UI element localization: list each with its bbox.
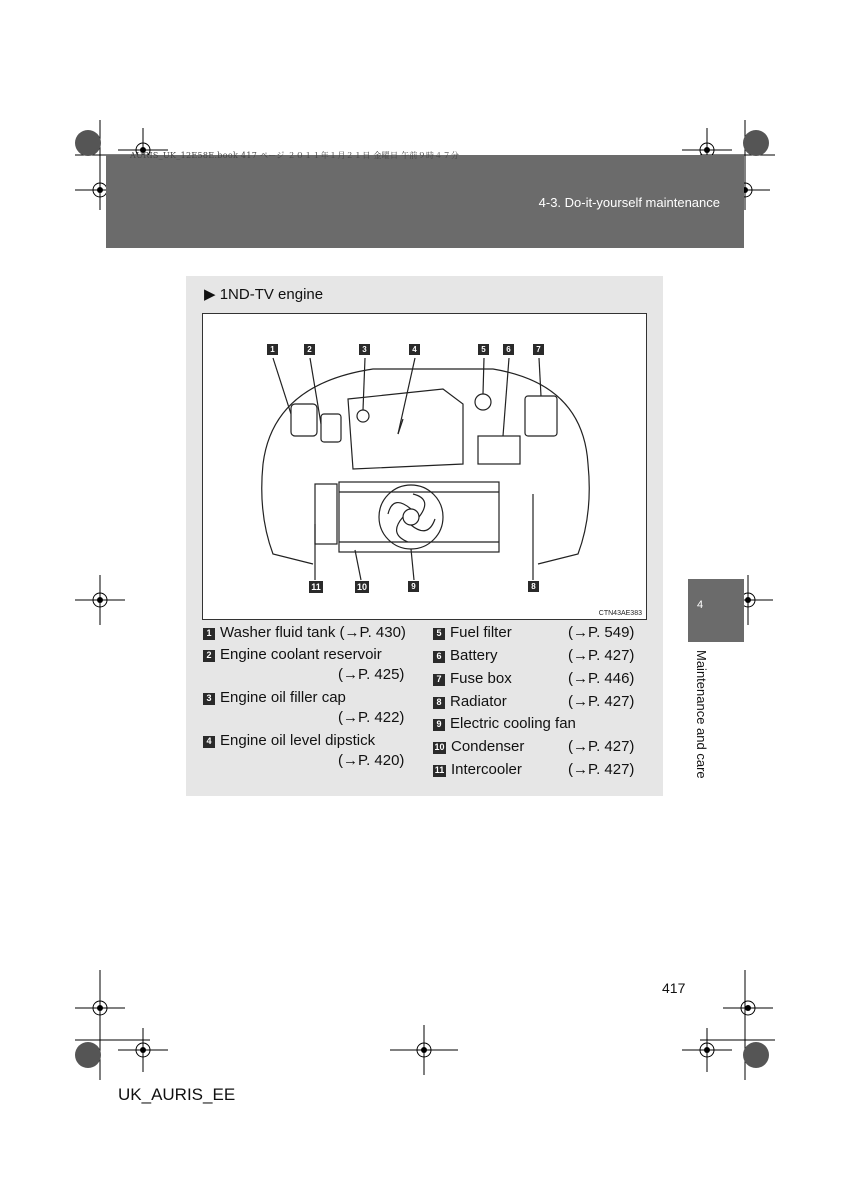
print-info: AURIS_UK_12E58E.book 417 ページ ２０１１年１月２１日 金曜日 午前９時４７分 — [130, 151, 460, 160]
document-code: UK_AURIS_EE — [118, 1085, 236, 1104]
callout-6: 6 — [503, 344, 514, 355]
legend-item-9: 9 Electric cooling fan — [433, 715, 576, 732]
legend-ref-8: (→P. 427) — [568, 693, 635, 710]
callout-5: 5 — [478, 344, 489, 355]
chapter-label: Maintenance and care — [694, 650, 709, 779]
legend-ref-5: (→P. 549) — [568, 624, 635, 641]
engine-illustration — [203, 314, 646, 619]
chapter-title: 4-3. Do-it-yourself maintenance — [538, 195, 720, 210]
chapter-number: 4 — [696, 599, 704, 611]
callout-4: 4 — [409, 344, 420, 355]
legend-ref-4: (→P. 420) — [338, 752, 405, 769]
callout-3: 3 — [359, 344, 370, 355]
legend-item-5: 5 Fuel filter — [433, 624, 512, 641]
legend-item-6: 6 Battery — [433, 647, 498, 664]
engine-diagram — [202, 313, 647, 620]
legend-ref-10: (→P. 427) — [568, 738, 635, 755]
legend-item-2: 2 Engine coolant reservoir — [203, 646, 382, 663]
callout-7: 7 — [533, 344, 544, 355]
content-panel — [186, 276, 663, 796]
legend-ref-6: (→P. 427) — [568, 647, 635, 664]
legend-item-7: 7 Fuse box — [433, 670, 512, 687]
legend-item-10: 10 Condenser — [434, 738, 525, 755]
callout-10: 10 — [356, 581, 367, 592]
callout-1: 1 — [267, 344, 278, 355]
legend-ref-7: (→P. 446) — [568, 670, 635, 687]
chapter-tab — [688, 579, 744, 642]
callout-9: 9 — [408, 581, 419, 592]
callout-11: 11 — [309, 581, 323, 593]
callout-2: 2 — [304, 344, 315, 355]
legend-item-1: 1 Washer fluid tank (→P. 430) — [203, 624, 406, 641]
header-band — [106, 155, 744, 248]
legend-item-11: 11 Intercooler — [434, 761, 522, 778]
legend-ref-3: (→P. 422) — [338, 709, 405, 726]
legend-ref-2: (→P. 425) — [338, 666, 405, 683]
legend-item-4: 4 Engine oil level dipstick — [203, 732, 375, 749]
legend-item-3: 3 Engine oil filler cap — [203, 689, 346, 706]
section-heading: ▶ 1ND-TV engine — [204, 286, 324, 303]
legend-item-8: 8 Radiator — [433, 693, 507, 710]
figure-code: CTN43AE383 — [598, 610, 642, 617]
callout-8: 8 — [528, 581, 539, 592]
page-number: 417 — [662, 980, 686, 996]
legend-ref-11: (→P. 427) — [568, 761, 635, 778]
